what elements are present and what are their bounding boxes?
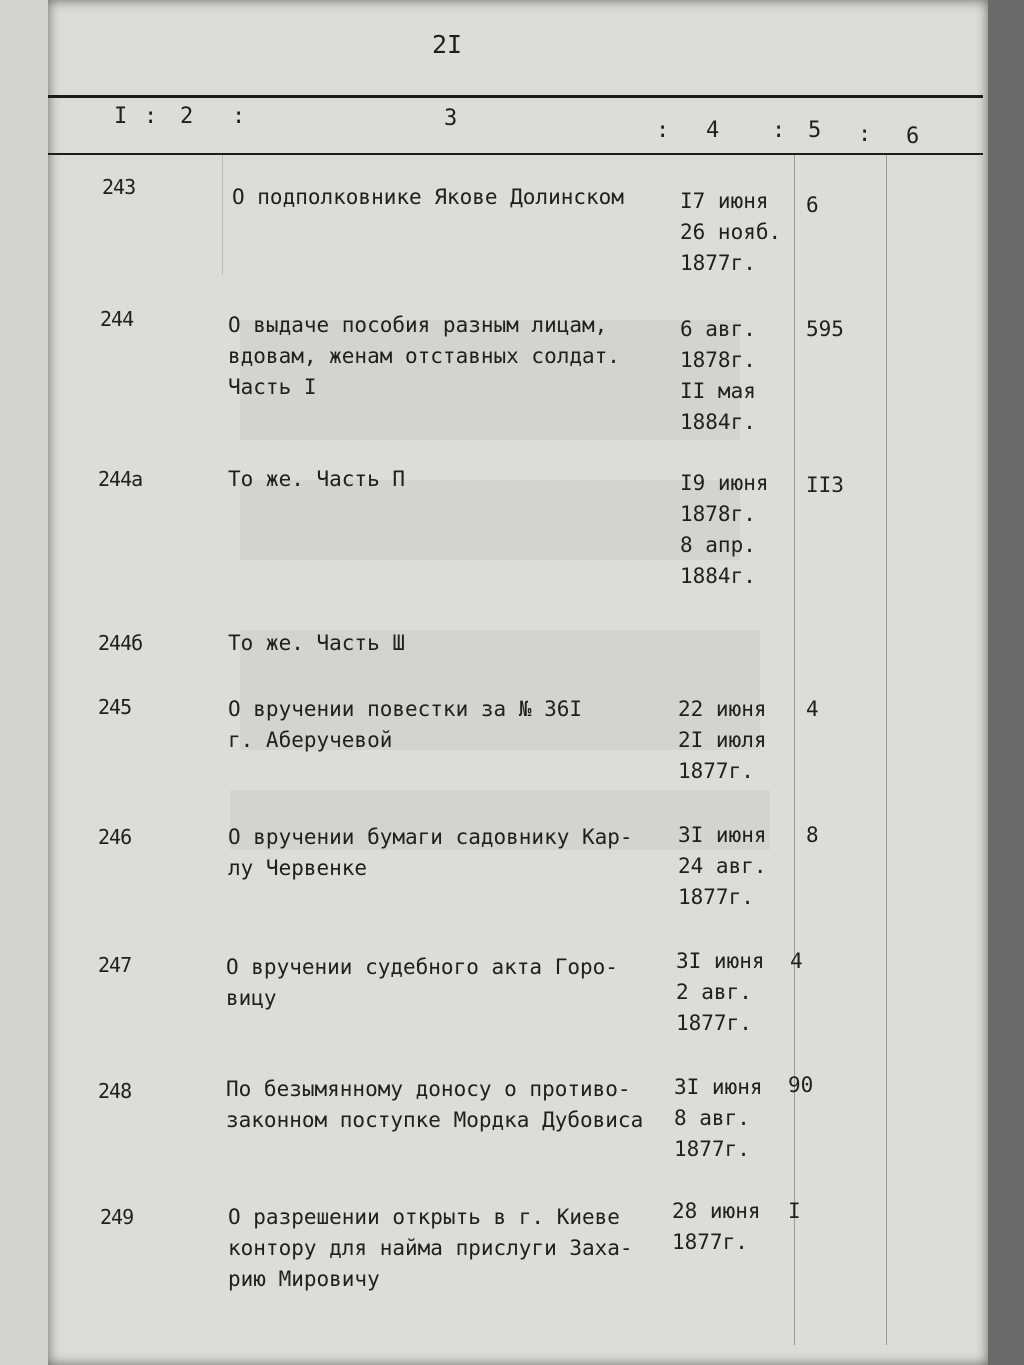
case-sheets: 6 (806, 193, 819, 217)
header-separator: : (232, 104, 246, 129)
case-number: 243 (102, 175, 136, 199)
case-number: 249 (100, 1205, 134, 1229)
case-dates: 6 авг. 1878г. II мая 1884г. (680, 317, 756, 434)
case-title: То же. Часть П (228, 467, 406, 491)
column-line (794, 155, 795, 1345)
header-separator: : (858, 122, 872, 147)
header-col-3: 3 (444, 106, 458, 131)
case-dates: 28 июня 1877г. (672, 1199, 761, 1254)
case-dates: 22 июня 2I июля 1877г. (678, 697, 767, 783)
case-title: О разрешении открыть в г. Киеве контору для найма прислуги Заха- рию Мировичу (228, 1205, 633, 1291)
column-line (886, 155, 887, 1345)
header-separator: : (144, 104, 158, 129)
header-col-4: 4 (706, 118, 720, 143)
case-number: 246 (98, 825, 132, 849)
case-sheets: 90 (788, 1073, 814, 1097)
case-number: 245 (98, 695, 132, 719)
header-separator: : (772, 118, 786, 143)
case-number: 248 (98, 1079, 132, 1103)
case-sheets: 4 (806, 697, 819, 721)
case-sheets: 4 (790, 949, 803, 973)
case-title: По безымянному доносу о противо- законном поступке Мордка Дубовиса (226, 1077, 644, 1132)
header-col-2: 2 (180, 104, 194, 129)
case-dates: 3I июня 24 авг. 1877г. (678, 823, 767, 909)
header-col-1: I (114, 104, 128, 129)
column-line (222, 155, 223, 275)
case-sheets: I (788, 1199, 801, 1223)
header-bottom-rule (48, 153, 983, 155)
case-dates: 3I июня 2 авг. 1877г. (676, 949, 765, 1035)
case-title: О вручении судебного акта Горо- вицу (226, 955, 618, 1010)
header-separator: : (656, 118, 670, 143)
case-dates: I9 июня 1878г. 8 апр. 1884г. (680, 471, 769, 588)
case-title: О вручении бумаги садовнику Кар- лу Червенке (228, 825, 633, 880)
case-title: То же. Часть Ш (228, 631, 406, 655)
case-sheets: 8 (806, 823, 819, 847)
case-number: 244а (98, 467, 143, 491)
case-number: 244 (100, 307, 134, 331)
binding-edge (0, 0, 50, 1365)
case-dates: 3I июня 8 авг. 1877г. (674, 1075, 763, 1161)
case-title: О вручении повестки за № 36I г. Аберучевой (228, 697, 583, 752)
header-col-6: 6 (906, 124, 920, 149)
page-number: 2I (432, 30, 463, 59)
case-number: 244б (98, 631, 143, 655)
case-title: О выдаче пособия разным лицам, вдовам, женам отставных солдат. Часть I (228, 313, 620, 399)
case-sheets: II3 (806, 473, 844, 497)
case-sheets: 595 (806, 317, 844, 341)
case-dates: I7 июня 26 нояб. 1877г. (680, 189, 782, 275)
case-title: О подполковнике Якове Долинском (232, 185, 624, 209)
case-number: 247 (98, 953, 132, 977)
page-shadow-edge (988, 0, 1024, 1365)
header-top-rule (48, 95, 983, 98)
header-col-5: 5 (808, 118, 822, 143)
